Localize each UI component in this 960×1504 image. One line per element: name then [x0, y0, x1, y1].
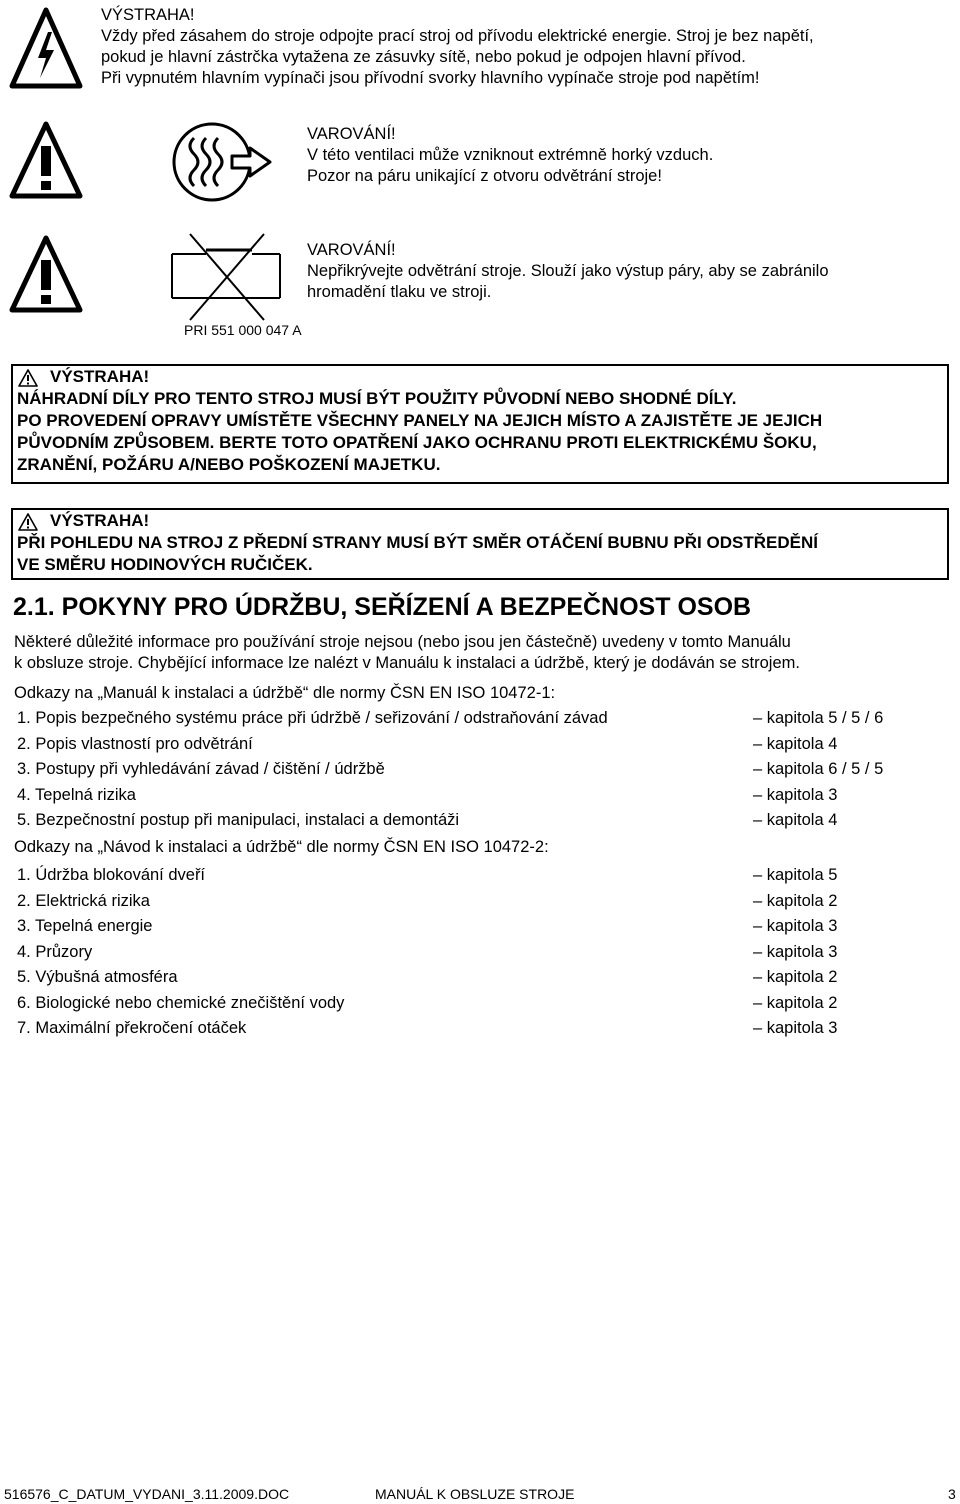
- warning-line: V této ventilaci může vzniknout extrémně horký vzduch.: [307, 146, 714, 164]
- reference-item-label: 5. Bezpečnostní postup při manipulaci, instalaci a demontáži: [17, 811, 460, 829]
- warning-title: VAROVÁNÍ!: [307, 125, 396, 143]
- reference-list-2-title: Odkazy na „Návod k instalaci a údržbě“ dle normy ČSN EN ISO 10472-2:: [14, 838, 549, 856]
- part-code-label: PRI 551 000 047 A: [184, 322, 302, 338]
- reference-item-label: 1. Údržba blokování dveří: [17, 866, 206, 884]
- reference-item: [17, 890, 847, 912]
- reference-item-chapter: – kapitola 4: [753, 734, 838, 753]
- section-intro: [14, 632, 949, 674]
- vent-warning-text: [307, 240, 947, 303]
- reference-item: [17, 941, 847, 963]
- reference-item-chapter: – kapitola 3: [753, 917, 838, 935]
- reference-item: [17, 707, 884, 729]
- reference-item: [17, 733, 847, 755]
- reference-item-label: 4. Tepelná rizika: [17, 785, 136, 804]
- reference-item-chapter: – kapitola 4: [753, 811, 838, 829]
- warning-line: ZRANĚNÍ, POŽÁRU A/NEBO POŠKOZENÍ MAJETKU.: [17, 455, 441, 474]
- reference-item-label: 3. Postupy při vyhledávání závad / čištění / údržbě: [17, 760, 385, 778]
- heat-warning-text: [307, 124, 947, 187]
- reference-item-chapter: – kapitola 2: [753, 968, 838, 986]
- section-heading: 2.1. POKYNY PRO ÚDRŽBU, SEŘÍZENÍ A BEZPEČNOST OSOB: [13, 593, 752, 621]
- warning-line: NÁHRADNÍ DÍLY PRO TENTO STROJ MUSÍ BÝT POUŽITY PŮVODNÍ NEBO SHODNÉ DÍLY.: [17, 389, 737, 408]
- reference-item-chapter: – kapitola 5 / 5 / 6: [753, 709, 884, 727]
- warning-line: PŮVODNÍM ZPŮSOBEM. BERTE TOTO OPATŘENÍ JAKO OCHRANU PROTI ELEKTRICKÉMU ŠOKU,: [17, 433, 817, 452]
- reference-item-label: 6. Biologické nebo chemické znečištění vody: [17, 993, 345, 1012]
- general-warning-icon: [8, 120, 84, 200]
- reference-item: [17, 992, 847, 1014]
- drum-rotation-warning-text: [17, 510, 947, 576]
- reference-item-label: 7. Maximální překročení otáček: [17, 1019, 247, 1037]
- reference-item-label: 5. Výbušná atmosféra: [17, 968, 178, 986]
- warning-line: Při vypnutém hlavním vypínači jsou přívodní svorky hlavního vypínače stroje pod napětím!: [101, 69, 760, 87]
- reference-item-chapter: – kapitola 2: [753, 891, 838, 910]
- reference-item: [17, 966, 847, 988]
- warning-line: VE SMĚRU HODINOVÝCH RUČIČEK.: [17, 555, 313, 574]
- electric-warning-text: [101, 5, 951, 89]
- electric-hazard-icon: [8, 6, 84, 90]
- intro-line: k obsluze stroje. Chybějící informace lze nalézt v Manuálu k instalaci a údržbě, který je dodáván se strojem.: [14, 654, 800, 672]
- intro-line: Některé důležité informace pro používání stroje nejsou (nebo jsou jen částečně) uvedeny v tomto Manuálu: [14, 633, 791, 651]
- reference-item: [17, 1017, 847, 1039]
- warning-line: hromadění tlaku ve stroji.: [307, 283, 492, 301]
- footer-document-name: 516576_C_DATUM_VYDANI_3.11.2009.DOC: [4, 1486, 290, 1502]
- warning-title: VÝSTRAHA!: [50, 511, 150, 530]
- reference-item: [17, 784, 847, 806]
- warning-title: VAROVÁNÍ!: [307, 241, 396, 259]
- reference-item-label: 2. Popis vlastností pro odvětrání: [17, 734, 253, 753]
- reference-item-label: 1. Popis bezpečného systému práce při údržbě / seřizování / odstraňování závad: [17, 709, 608, 727]
- warning-line: pokud je hlavní zástrčka vytažena ze zásuvky sítě, nebo pokud je odpojen hlavní přívod.: [101, 48, 746, 66]
- warning-line: Nepřikrývejte odvětrání stroje. Slouží jako výstup páry, aby se zabránilo: [307, 262, 829, 280]
- reference-item-chapter: – kapitola 5: [753, 866, 838, 884]
- reference-item: [17, 915, 847, 937]
- footer-page-number: 3: [948, 1486, 956, 1502]
- hot-air-icon: [168, 118, 278, 208]
- warning-title: VÝSTRAHA!: [50, 367, 150, 386]
- footer-manual-title: MANUÁL K OBSLUZE STROJE: [375, 1486, 575, 1502]
- reference-item-chapter: – kapitola 3: [753, 942, 838, 961]
- reference-item: [17, 864, 847, 886]
- reference-item-label: 3. Tepelná energie: [17, 917, 153, 935]
- warning-line: Vždy před zásahem do stroje odpojte prací stroj od přívodu elektrické energie. Stroj je bez napětí,: [101, 27, 814, 45]
- reference-item: [17, 758, 884, 780]
- reference-item-label: 2. Elektrická rizika: [17, 891, 150, 910]
- reference-item-chapter: – kapitola 2: [753, 993, 838, 1012]
- reference-item-chapter: – kapitola 6 / 5 / 5: [753, 760, 884, 778]
- reference-item: [17, 809, 847, 831]
- warning-line: PŘI POHLEDU NA STROJ Z PŘEDNÍ STRANY MUSÍ BÝT SMĚR OTÁČENÍ BUBNU PŘI ODSTŘEDĚNÍ: [17, 533, 818, 552]
- do-not-cover-vent-icon: [168, 232, 286, 324]
- reference-list-1-title: Odkazy na „Manuál k instalaci a údržbě“ dle normy ČSN EN ISO 10472-1:: [14, 684, 556, 702]
- warning-title: VÝSTRAHA!: [101, 6, 195, 24]
- reference-item-label: 4. Průzory: [17, 942, 93, 961]
- reference-item-chapter: – kapitola 3: [753, 785, 838, 804]
- warning-line: Pozor na páru unikající z otvoru odvětrání stroje!: [307, 167, 662, 185]
- general-warning-icon: [8, 234, 84, 314]
- spare-parts-warning-text: [17, 366, 947, 476]
- reference-item-chapter: – kapitola 3: [753, 1019, 838, 1037]
- warning-line: PO PROVEDENÍ OPRAVY UMÍSTĚTE VŠECHNY PANELY NA JEJICH MÍSTO A ZAJISTĚTE JE JEJICH: [17, 411, 823, 430]
